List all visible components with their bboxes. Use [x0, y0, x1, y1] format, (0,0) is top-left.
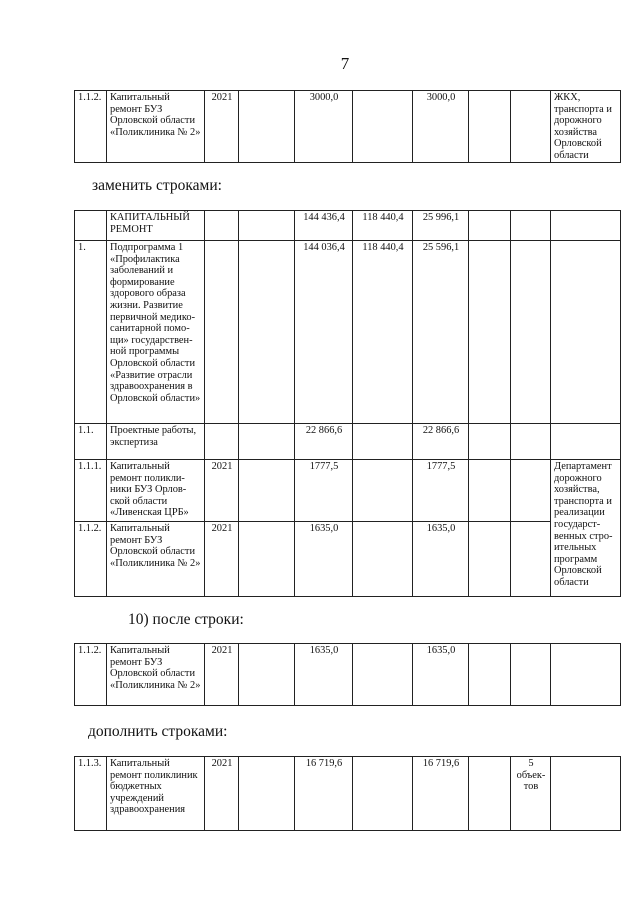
row-col-6	[353, 91, 413, 163]
row-col-6	[353, 460, 413, 522]
row-col-4	[239, 424, 295, 460]
row-col-7: 25 596,1	[413, 241, 469, 424]
row-col-4	[239, 91, 295, 163]
row-name: Подпрограмма 1 «Профилактика заболеваний и формирование здорового образа жизни. Развитие первичной медико-санитарной помо-щи» государствен-ной программы Орловской области «Развитие отрасли здравоохранения в Орловской области»	[107, 241, 205, 424]
row-total: 16 719,6	[295, 757, 353, 831]
row-total: 144 436,4	[295, 211, 353, 241]
row-responsible: ЖКХ, транспорта и дорожного хозяйства Орловской области	[551, 91, 621, 163]
row-col-8	[469, 211, 511, 241]
row-total: 22 866,6	[295, 424, 353, 460]
row-responsible	[551, 644, 621, 706]
row-result: 5 объек-тов	[511, 757, 551, 831]
table-old-row	[74, 90, 621, 163]
row-col-8	[469, 644, 511, 706]
row-total: 144 036,4	[295, 241, 353, 424]
row-col-8	[469, 522, 511, 597]
row-responsible	[551, 424, 621, 460]
row-result	[511, 424, 551, 460]
row-result	[511, 91, 551, 163]
caption-after: 10) после строки:	[128, 611, 244, 628]
row-col-7: 3000,0	[413, 91, 469, 163]
row-responsible: Департамент дорожного хозяйства, транспорта и реализации государст-венных стро-ительных программ Орловской области	[551, 460, 621, 597]
row-col-6: 118 440,4	[353, 241, 413, 424]
row-responsible	[551, 241, 621, 424]
row-result	[511, 241, 551, 424]
table-row	[75, 460, 621, 522]
row-col-4	[239, 522, 295, 597]
row-name: Капитальный ремонт поликлиник бюджетных учреждений здравоохранения	[107, 757, 205, 831]
row-col-8	[469, 757, 511, 831]
row-responsible	[551, 211, 621, 241]
table-row	[75, 211, 621, 241]
row-col-7: 25 996,1	[413, 211, 469, 241]
row-col-4	[239, 757, 295, 831]
row-col-6	[353, 757, 413, 831]
page-number: 7	[340, 54, 350, 73]
caption-add: дополнить строками:	[88, 723, 228, 740]
row-name: КАПИТАЛЬНЫЙ РЕМОНТ	[107, 211, 205, 241]
row-number: 1.1.3.	[75, 757, 107, 831]
row-name: Капитальный ремонт БУЗ Орловской области «Поликлиника № 2»	[107, 91, 205, 163]
row-col-8	[469, 460, 511, 522]
row-year	[205, 241, 239, 424]
row-year	[205, 211, 239, 241]
row-number: 1.1.	[75, 424, 107, 460]
row-col-4	[239, 644, 295, 706]
row-number: 1.1.1.	[75, 460, 107, 522]
table-row	[75, 522, 621, 597]
row-col-8	[469, 91, 511, 163]
row-col-6	[353, 522, 413, 597]
row-responsible	[551, 757, 621, 831]
row-total: 1635,0	[295, 522, 353, 597]
row-col-8	[469, 241, 511, 424]
table-after-row	[74, 643, 621, 706]
row-year: 2021	[205, 522, 239, 597]
row-total: 1777,5	[295, 460, 353, 522]
table-added-rows	[74, 756, 621, 831]
row-total: 3000,0	[295, 91, 353, 163]
row-number	[75, 211, 107, 241]
row-col-6	[353, 644, 413, 706]
table-row	[75, 241, 621, 424]
table-replacement-rows	[74, 210, 621, 597]
row-col-7: 22 866,6	[413, 424, 469, 460]
row-total: 1635,0	[295, 644, 353, 706]
row-col-4	[239, 241, 295, 424]
row-col-8	[469, 424, 511, 460]
row-col-7: 1635,0	[413, 644, 469, 706]
row-year: 2021	[205, 644, 239, 706]
row-col-4	[239, 211, 295, 241]
row-result	[511, 644, 551, 706]
row-col-7: 1777,5	[413, 460, 469, 522]
row-result	[511, 211, 551, 241]
row-col-4	[239, 460, 295, 522]
row-name: Капитальный ремонт БУЗ Орловской области «Поликлиника № 2»	[107, 644, 205, 706]
row-number: 1.1.2.	[75, 644, 107, 706]
row-col-7: 1635,0	[413, 522, 469, 597]
row-name: Капитальный ремонт БУЗ Орловской области «Поликлиника № 2»	[107, 522, 205, 597]
table-row	[75, 424, 621, 460]
row-number: 1.1.2.	[75, 91, 107, 163]
table-row	[75, 644, 621, 706]
row-year	[205, 424, 239, 460]
caption-replace: заменить строками:	[92, 177, 222, 194]
row-year: 2021	[205, 460, 239, 522]
row-name: Проектные работы, экспертиза	[107, 424, 205, 460]
row-result	[511, 522, 551, 597]
row-col-6: 118 440,4	[353, 211, 413, 241]
row-year: 2021	[205, 91, 239, 163]
row-col-6	[353, 424, 413, 460]
row-number: 1.	[75, 241, 107, 424]
table-row	[75, 757, 621, 831]
row-year: 2021	[205, 757, 239, 831]
row-col-7: 16 719,6	[413, 757, 469, 831]
row-number: 1.1.2.	[75, 522, 107, 597]
row-result	[511, 460, 551, 522]
table-row	[75, 91, 621, 163]
row-name: Капитальный ремонт поликли-ники БУЗ Орлов-ской области «Ливенская ЦРБ»	[107, 460, 205, 522]
